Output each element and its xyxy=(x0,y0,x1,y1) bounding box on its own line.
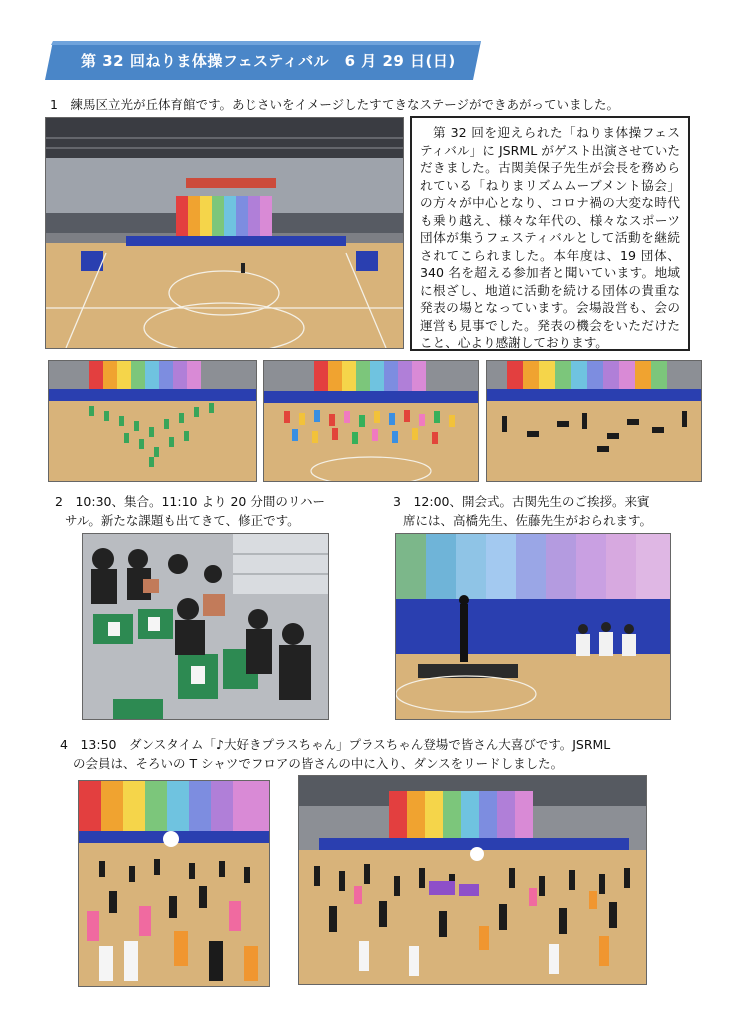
section-3-caption-line-2: 席には、高橋先生、佐藤先生がおられます。 xyxy=(403,513,653,528)
photo-performance-green xyxy=(48,360,257,482)
photo-gym-overview xyxy=(45,117,404,349)
photo-performance-black xyxy=(486,360,702,482)
photo-performance-colorful xyxy=(263,360,479,482)
photo-opening-ceremony xyxy=(395,533,671,720)
section-3-caption-line-1: 3 12:00、開会式。古関先生のご挨拶。来賓 xyxy=(393,494,650,509)
section-2-caption-line-2: サル。新たな課題も出てきて、修正です。 xyxy=(65,513,300,528)
section-1-caption: 1 練馬区立光が丘体育館です。あじさいをイメージしたすてきなステージができあがっていました。 xyxy=(50,97,619,112)
page-title: 第 32 回ねりま体操フェスティバル 6 月 29 日(日) xyxy=(81,52,456,70)
photo-dance-time-2 xyxy=(298,775,647,985)
intro-text-box: 第 32 回を迎えられた「ねりま体操フェスティバル」に JSRML がゲスト出演させていただきました。古関美保子先生が会長を務められている「ねりまリズムムーブメント協会」の方々が中心となり、コロナ禍の大変な時代も乗り越え、様々な年代の、様々なスポーツ団体が集うフェスティバルとして活動を継続されてこられました。本年度は、19 団体、340 名を超える参加者と聞いています。地域に根ざし、地道に活動を続ける団体の貴重な発表の場となっています。会場設営も、会の運営も見事でした。発表の機会をいただけたこと、心より感謝しております。 xyxy=(410,116,690,351)
photo-rehearsal-seats xyxy=(82,533,329,720)
section-4-caption-line-2: の会員は、そろいの T シャツでフロアの皆さんの中に入り、ダンスをリードしました。 xyxy=(73,756,564,771)
section-2-caption-line-1: 2 10:30、集合。11:10 より 20 分間のリハー xyxy=(55,494,325,509)
photo-dance-time-1 xyxy=(78,780,270,987)
header-banner xyxy=(45,41,481,80)
section-4-caption-line-1: 4 13:50 ダンスタイム「♪大好きプラスちゃん」プラスちゃん登場で皆さん大喜びです。JSRML xyxy=(60,737,611,752)
